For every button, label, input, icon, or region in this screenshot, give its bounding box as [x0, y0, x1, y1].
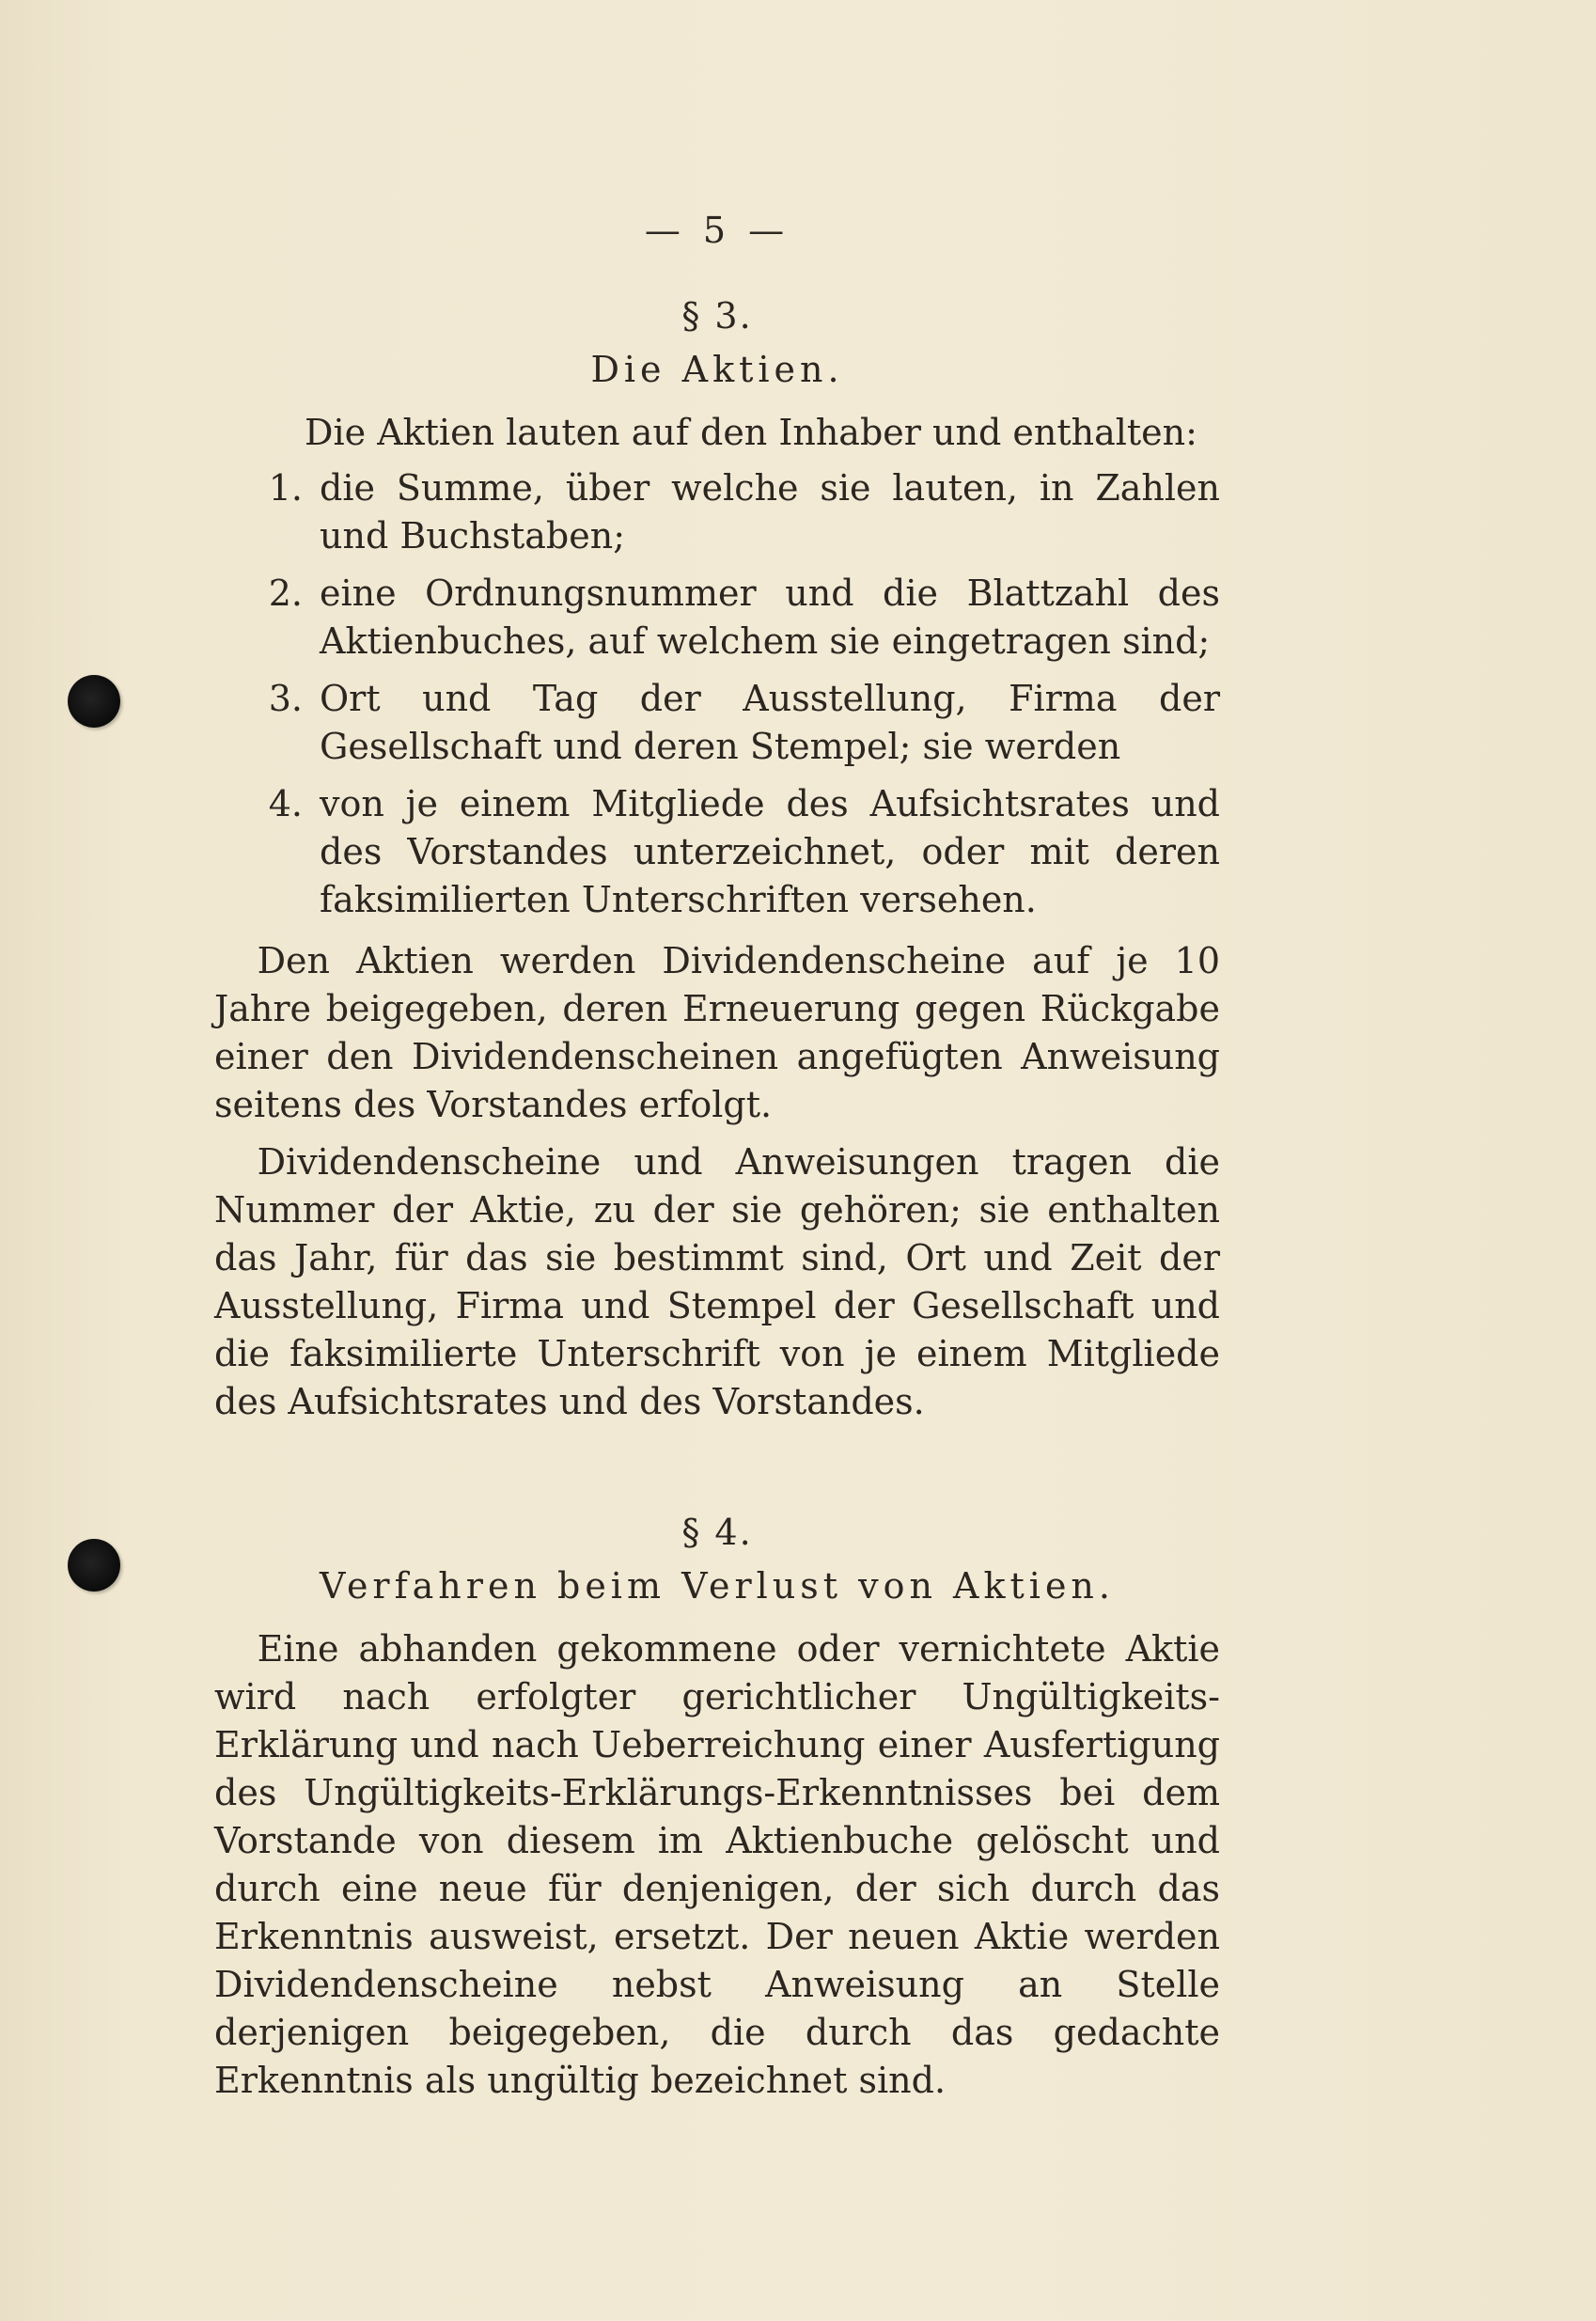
list-item-number: 4. — [268, 783, 303, 824]
section-3-intro: Die Aktien lauten auf den Inhaber und enthalten: — [305, 412, 1197, 453]
section-4-paragraph-loss: Eine abhanden gekommene oder vernichtete Aktie wird nach erfolgter gerichtlicher Ungültigkeits-Erklärung und nach Ueberreichung einer Ausfertigung des Ungültigkeits-Erklärungs-Erkenntnisses bei dem Vorstande von diesem im Aktienbuche gelöscht und durch eine neue für denjenigen, der sich durch das Erkenntnis ausweist, ersetzt. Der neuen Aktie werden Dividendenscheine nebst Anweisung an Stelle derjenigen beigegeben, die durch das gedachte Erkenntnis als ungültig bezeichnet sind. — [214, 1628, 1220, 2101]
punch-hole — [68, 1539, 120, 1592]
page-number: — 5 — — [644, 210, 790, 251]
section-spacer — [214, 1435, 1220, 1509]
punch-hole — [68, 675, 120, 728]
section-3-paragraph-coupons: Dividendenscheine und Anweisungen tragen die Nummer der Aktie, zu der sie gehören; sie enthalten das Jahr, für das sie bestimmt sind, Ort und Zeit der Ausstellung, Firma und Stempel der Gesellschaft und die faksimilierte Unterschrift von je einem Mitgliede des Aufsichtsrates und des Vorstandes. — [214, 1141, 1220, 1422]
list-item — [214, 675, 1220, 771]
list-item-text: Ort und Tag der Ausstellung, Firma der Gesellschaft und deren Stempel; sie werden — [320, 678, 1220, 767]
list-item-text: von je einem Mitgliede des Aufsichtsrates und des Vorstandes unterzeichnet, oder mit deren faksimilierten Unterschriften versehen. — [320, 783, 1220, 920]
list-item-number: 3. — [268, 678, 303, 719]
list-item — [214, 570, 1220, 666]
list-item — [214, 464, 1220, 560]
page-text — [214, 207, 1220, 2114]
list-item — [214, 780, 1220, 924]
section-3-paragraph-dividends: Den Aktien werden Dividendenscheine auf je 10 Jahre beigegeben, deren Erneuerung gegen Rückgabe einer den Dividendenscheinen angefügten Anweisung seitens des Vorstandes erfolgt. — [214, 940, 1220, 1125]
list-item-text: die Summe, über welche sie lauten, in Zahlen und Buchstaben; — [320, 467, 1220, 557]
list-item-number: 1. — [268, 467, 303, 509]
list-item-text: eine Ordnungsnummer und die Blattzahl des Aktienbuches, auf welchem sie eingetragen sind; — [320, 572, 1220, 662]
section-4-title: Verfahren beim Verlust von Aktien. — [319, 1565, 1115, 1607]
section-4-number: § 4. — [681, 1512, 753, 1553]
aktien-contents-list — [214, 464, 1220, 924]
section-3-number: § 3. — [681, 295, 753, 337]
section-3-title: Die Aktien. — [590, 349, 844, 390]
list-item-number: 2. — [268, 572, 303, 614]
